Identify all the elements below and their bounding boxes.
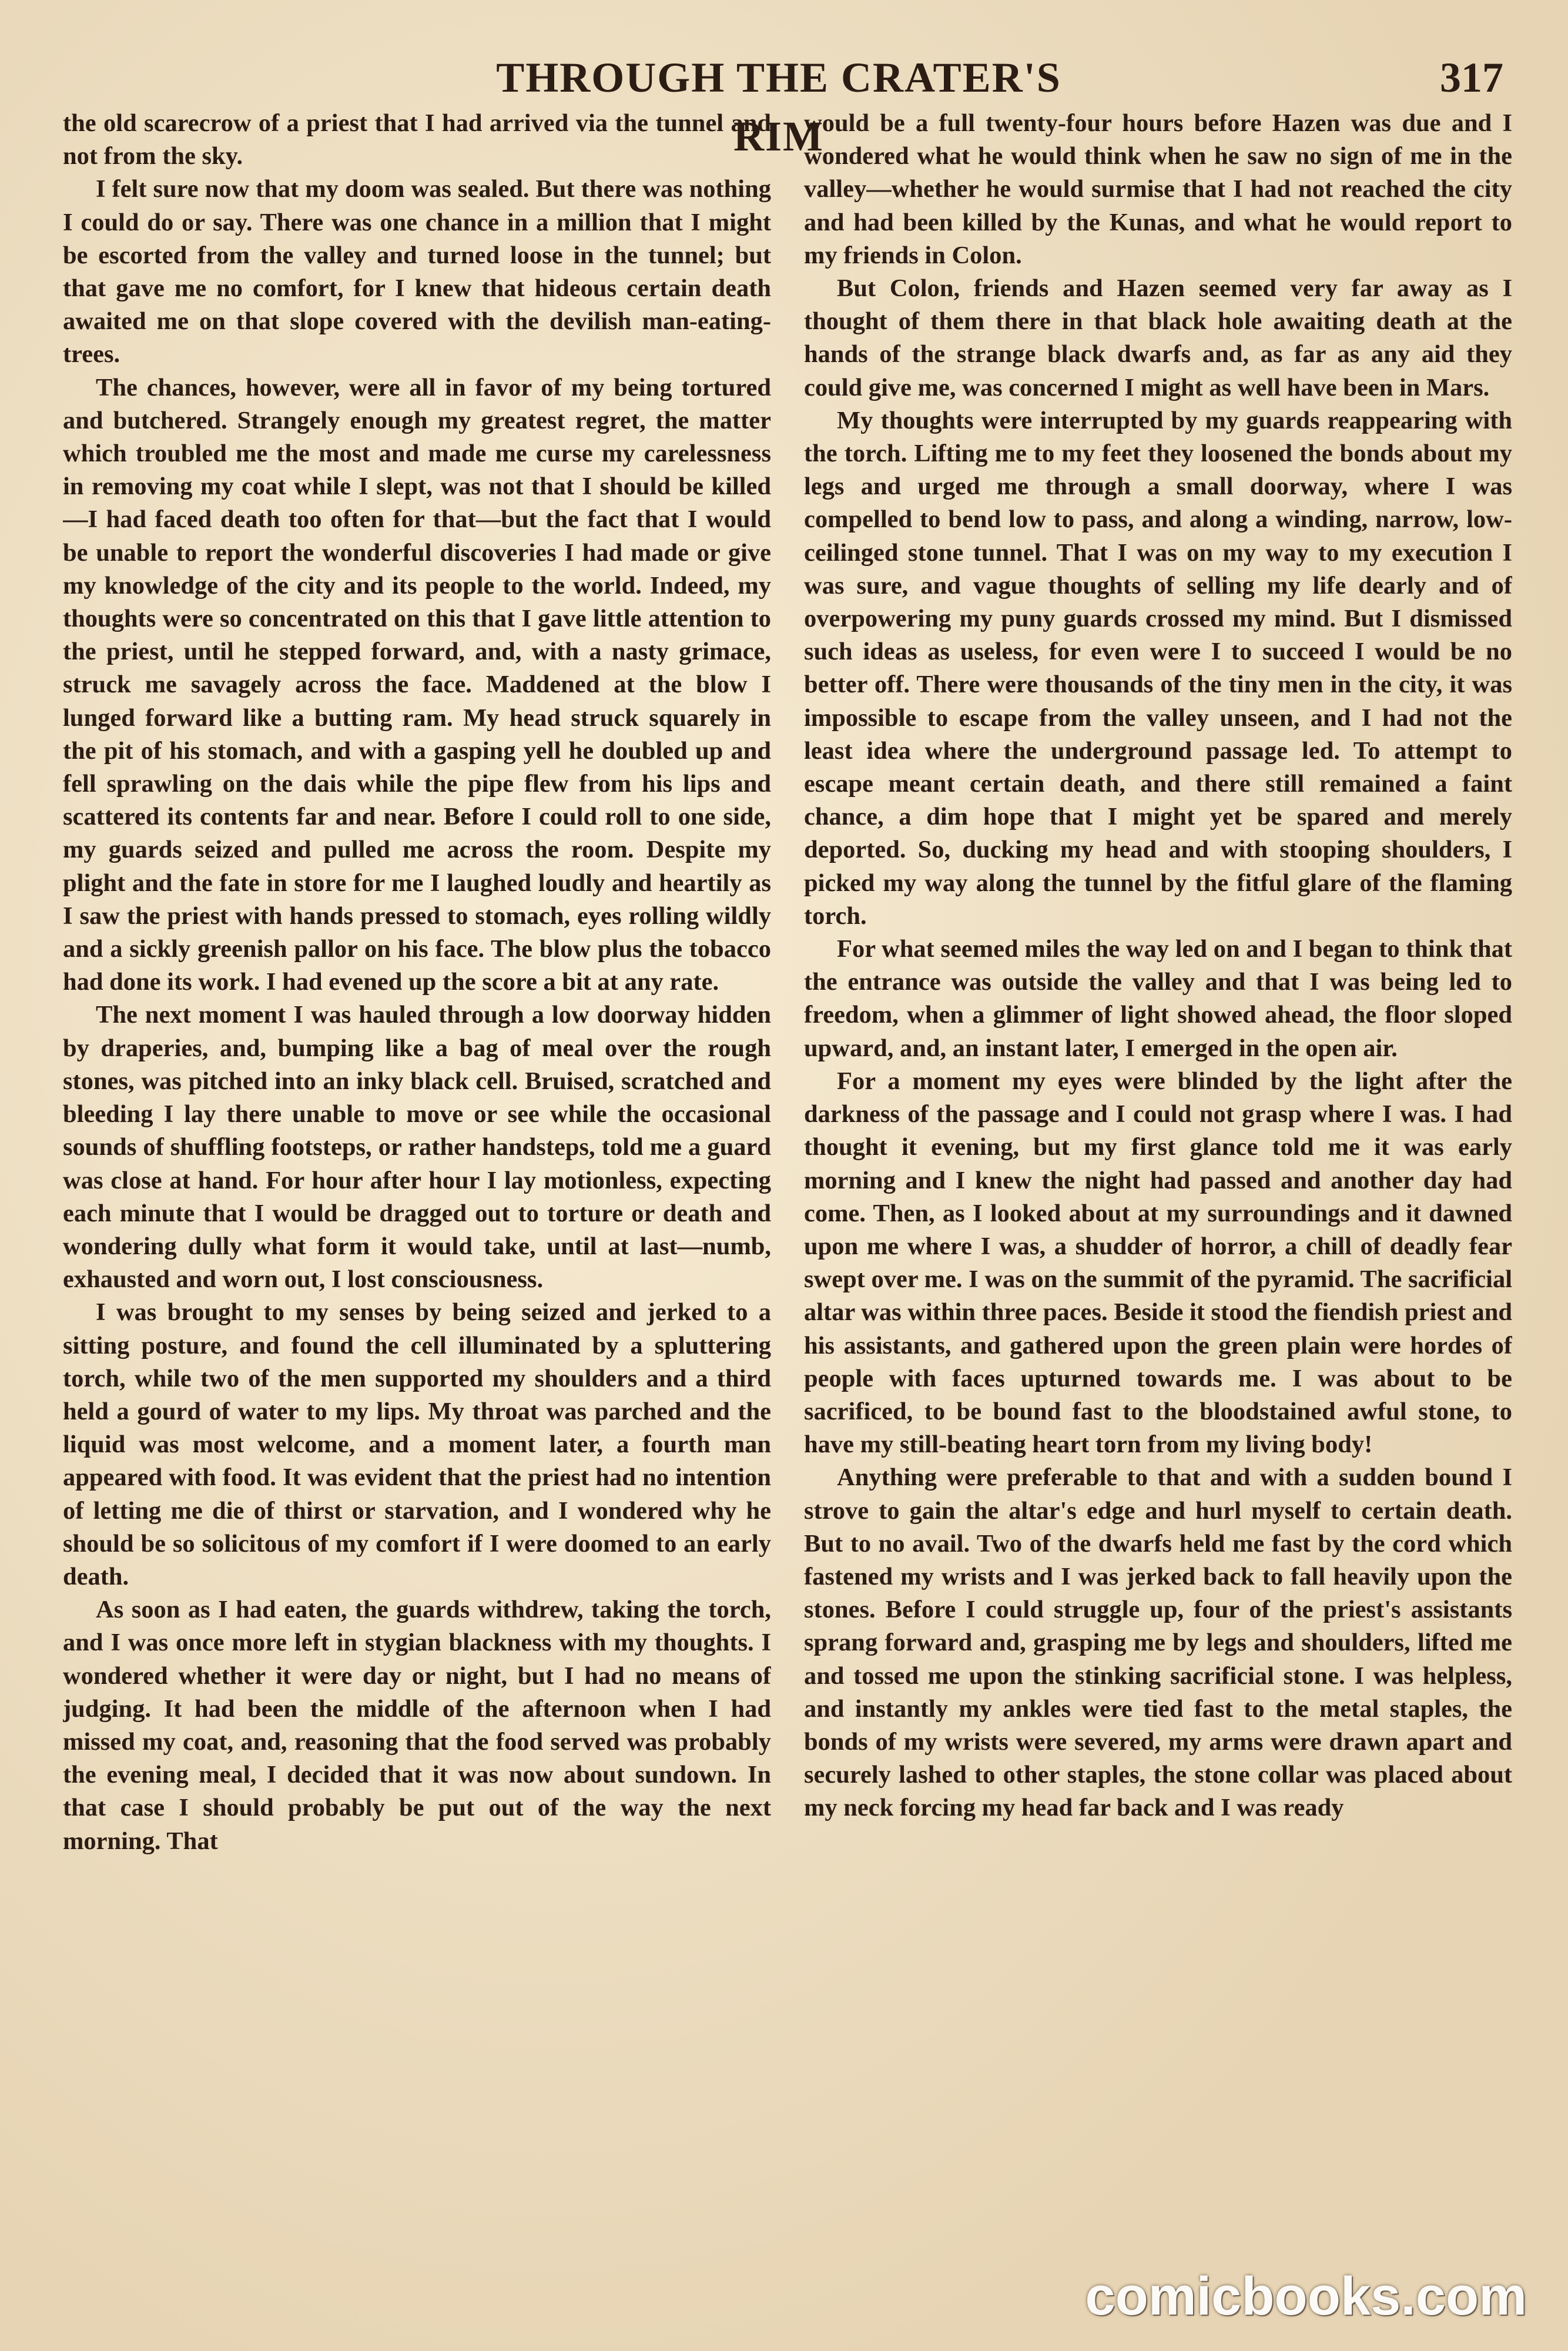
paragraph: My thoughts were interrupted by my guards reappearing with the torch. Lifting me to my feet they loosened the bonds about my legs and urged me through a small doorway, where I was compelled to bend low to pass, and along a winding, narrow, low-ceilinged stone tunnel. That I was on my way to my execution I was sure, and vague thoughts of selling my life dearly and of overpowering my puny guards crossed my mind. But I dismissed such ideas as useless, for even were I to succeed I would be no better off. There were thousands of the tiny men in the city, it was impossible to escape from the valley unseen, and I had not the least idea where the underground passage led. To attempt to escape meant certain death, and there still remained a faint chance, a dim hope that I might yet be spared and merely deported. So, ducking my head and with stooping shoulders, I picked my way along the tunnel by the fitful glare of the flaming torch. <box>804 406 1512 930</box>
page-number: 317 <box>1440 54 1503 101</box>
right-column <box>804 107 1512 2293</box>
paragraph: But Colon, friends and Hazen seemed very far away as I thought of them there in that black hole awaiting death at the hands of the strange black dwarfs and, as far as any aid they could give me, was concerned I might as well have been in Mars. <box>804 274 1512 401</box>
paragraph: the old scarecrow of a priest that I had arrived via the tunnel and not from the sky. <box>63 109 771 170</box>
site-watermark: comicbooks.com <box>1085 2266 1527 2326</box>
paragraph: would be a full twenty-four hours before Hazen was due and I wondered what he would think when he saw no sign of me in the valley—whether he would surmise that I had not reached the city and had been killed by the Kunas, and what he would report to my friends in Colon. <box>804 109 1512 269</box>
paragraph: Anything were preferable to that and with a sudden bound I strove to gain the altar's edge and hurl myself to certain death. But to no avail. Two of the dwarfs held me fast by the cord which fastened my wrists and I was jerked back to fall heavily upon the stones. Before I could struggle up, four of the priest's assistants sprang forward and, grasping me by legs and shoulders, lifted me and tossed me upon the stinking sacrificial stone. I was helpless, and instantly my ankles were tied fast to the metal staples, the bonds of my wrists were severed, my arms were drawn apart and securely lashed to other staples, the stone collar was placed about my neck forcing my head far back and I was ready <box>804 1463 1512 1822</box>
paragraph: For a moment my eyes were blinded by the light after the darkness of the passage and I could not grasp where I was. I had thought it evening, but my first glance told me it was early morning and I knew the night had passed and another day had come. Then, as I looked about at my surroundings and it dawned upon me where I was, a shudder of horror, a chill of deadly fear swept over me. I was on the summit of the pyramid. The sacrificial altar was within three paces. Beside it stood the fiendish priest and his assistants, and gathered upon the green plain were hordes of people with faces upturned towards me. I was about to be sacrificed, to be bound fast to the bloodstained awful stone, to have my still-beating heart torn from my living body! <box>804 1067 1512 1459</box>
paragraph: The chances, however, were all in favor of my being tortured and butchered. Strangely enough my greatest regret, the matter which troubled me the most and made me curse my carelessness in removing my coat while I slept, was not that I should be killed—I had faced death too often for that—but the fact that I would be unable to report the wonderful discoveries I had made or give my knowledge of the city and its people to the world. Indeed, my thoughts were so concentrated on this that I gave little attention to the priest, until he stepped forward, and, with a nasty grimace, struck me savagely across the face. Maddened at the blow I lunged forward like a butting ram. My head struck squarely in the pit of his stomach, and with a gasping yell he doubled up and fell sprawling on the dais while the pipe flew from his lips and scattered its contents far and near. Before I could roll to one side, my guards seized and pulled me across the room. Despite my plight and the fate in store for me I laughed loudly and heartily as I saw the priest with hands pressed to stomach, eyes rolling wildly and a sickly greenish pallor on his face. The blow plus the tobacco had done its work. I had evened up the score a bit at any rate. <box>63 373 771 996</box>
left-column <box>63 107 771 2293</box>
paragraph: As soon as I had eaten, the guards withdrew, taking the torch, and I was once more left in stygian blackness with my thoughts. I wondered whether it were day or night, but I had no means of judging. It had been the middle of the afternoon when I had missed my coat, and, reasoning that the food served was probably the evening meal, I decided that it was now about sundown. In that case I should probably be put out of the way the next morning. That <box>63 1596 771 1855</box>
paragraph: I was brought to my senses by being seized and jerked to a sitting posture, and found the cell illuminated by a spluttering torch, while two of the men supported my shoulders and a third held a gourd of water to my lips. My throat was parched and the liquid was most welcome, and a moment later, a fourth man appeared with food. It was evident that the priest had no intention of letting me die of thirst or starvation, and I wondered why he should be so solicitous of my comfort if I were doomed to an early death. <box>63 1298 771 1590</box>
paragraph: For what seemed miles the way led on and I began to think that the entrance was outside the valley and that I was being led to freedom, when a glimmer of light showed ahead, the floor sloped upward, and, an instant later, I emerged in the open air. <box>804 935 1512 1062</box>
running-title: THROUGH THE CRATER'S RIM <box>496 54 1061 160</box>
paragraph: I felt sure now that my doom was sealed. But there was nothing I could do or say. There was one chance in a million that I might be escorted from the valley and turned loose in the tunnel; but that gave me no comfort, for I knew that hideous certain death awaited me on that slope covered with the devilish man-eating-trees. <box>63 175 771 369</box>
paragraph: The next moment I was hauled through a low doorway hidden by draperies, and, bumping like a bag of meal over the rough stones, was pitched into an inky black cell. Bruised, scratched and bleeding I lay there unable to move or see while the occasional sounds of shuffling footsteps, or rather handsteps, told me a guard was close at hand. For hour after hour I lay motionless, expecting each minute that I would be dragged out to torture or death and wondering dully what form it would take, until at last—numb, exhausted and worn out, I lost consciousness. <box>63 1001 771 1294</box>
